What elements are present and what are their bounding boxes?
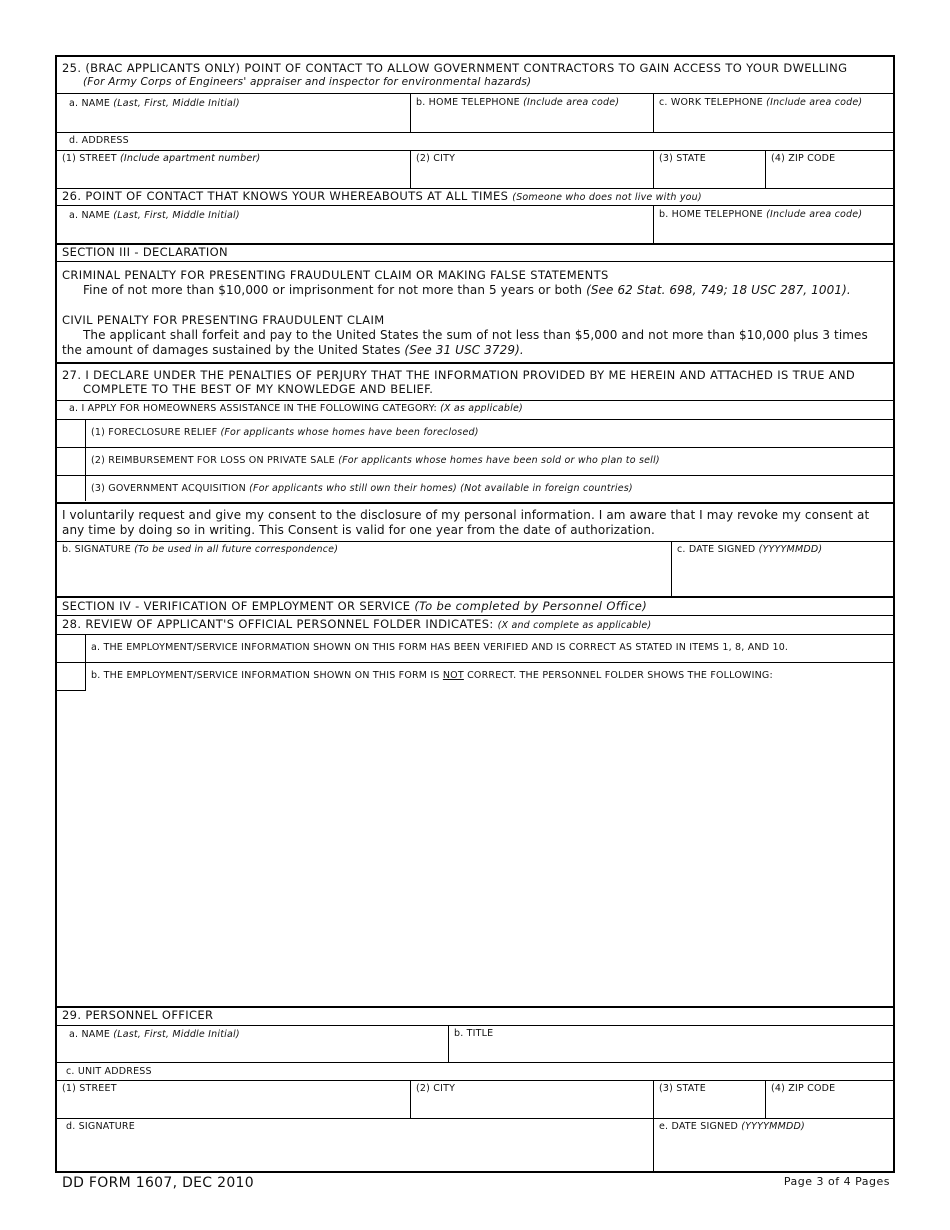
officer-title-field[interactable]	[449, 1041, 894, 1061]
item27-signature-label: b. SIGNATURE (To be used in all future correspondence)	[62, 544, 339, 555]
item25-name-field[interactable]	[57, 109, 409, 131]
section3-title: SECTION III - DECLARATION	[62, 245, 228, 259]
personnel-folder-notes-field[interactable]	[86, 687, 892, 1005]
criminal-penalty-heading: CRIMINAL PENALTY FOR PRESENTING FRAUDULENT CLAIM OR MAKING FALSE STATEMENTS	[62, 268, 609, 282]
officer-street-field[interactable]	[57, 1095, 409, 1117]
item26-home-tel-field[interactable]	[654, 222, 894, 242]
item27-declaration-line1: 27. I DECLARE UNDER THE PENALTIES OF PERJURY THAT THE INFORMATION PROVIDED BY ME HEREIN AND ATTACHED IS TRUE AND	[62, 368, 856, 382]
item25-zip-label: (4) ZIP CODE	[771, 153, 836, 164]
item25-home-tel-label: b. HOME TELEPHONE (Include area code)	[416, 97, 620, 108]
item29-state-label: (3) STATE	[659, 1083, 706, 1094]
consent-statement: I voluntarily request and give my consent to the disclosure of my personal information. I am aware that I may revoke my consent at any time by doing so in writing. This Consent is valid for one year from the date of authorization.	[62, 508, 870, 537]
foreclosure-relief-checkbox[interactable]	[57, 420, 84, 446]
not-correct-checkbox[interactable]	[57, 663, 84, 690]
item25-street-label: (1) STREET (Include apartment number)	[62, 153, 261, 164]
item29-zip-label: (4) ZIP CODE	[771, 1083, 836, 1094]
item28-label: 28. REVIEW OF APPLICANT'S OFFICIAL PERSONNEL FOLDER INDICATES: (X and complete as applicable)	[62, 617, 652, 631]
option-foreclosure-relief: (1) FORECLOSURE RELIEF (For applicants whose homes have been foreclosed)	[91, 427, 479, 438]
officer-state-field[interactable]	[654, 1095, 764, 1117]
item29-name-label: a. NAME (Last, First, Middle Initial)	[69, 1029, 240, 1040]
item29-street-label: (1) STREET	[62, 1083, 117, 1094]
form-page	[55, 55, 895, 1173]
item25-zip-field[interactable]	[766, 165, 894, 187]
item27-date-signed-label: c. DATE SIGNED (YYYYMMDD)	[677, 544, 823, 555]
officer-signature-field[interactable]	[57, 1133, 652, 1171]
reimbursement-checkbox[interactable]	[57, 448, 84, 474]
item25-name-label: a. NAME (Last, First, Middle Initial)	[69, 98, 240, 109]
applicant-date-signed-field[interactable]	[672, 557, 894, 595]
item29-unit-address-label: c. UNIT ADDRESS	[66, 1066, 152, 1077]
item25-address-label: d. ADDRESS	[69, 135, 129, 146]
officer-name-field[interactable]	[57, 1041, 446, 1061]
option-not-correct: b. THE EMPLOYMENT/SERVICE INFORMATION SHOWN ON THIS FORM IS NOT CORRECT. THE PERSONNEL FOLDER SHOWS THE FOLLOWING:	[91, 670, 773, 681]
item26-name-field[interactable]	[57, 222, 652, 242]
item25-street-field[interactable]	[57, 165, 409, 187]
option-reimbursement: (2) REIMBURSEMENT FOR LOSS ON PRIVATE SALE (For applicants whose homes have been sold or who plan to sell)	[91, 455, 660, 466]
item29-title: 29. PERSONNEL OFFICER	[62, 1008, 214, 1022]
applicant-signature-field[interactable]	[57, 557, 669, 595]
item26-home-tel-label: b. HOME TELEPHONE (Include area code)	[659, 209, 863, 220]
section4-title: SECTION IV - VERIFICATION OF EMPLOYMENT OR SERVICE (To be completed by Personnel Office)	[62, 599, 648, 613]
item29-date-signed-label: e. DATE SIGNED (YYYYMMDD)	[659, 1121, 805, 1132]
option-government-acquisition: (3) GOVERNMENT ACQUISITION (For applicants who still own their homes) (Not available in foreign countries)	[91, 483, 633, 494]
item25-city-field[interactable]	[411, 165, 652, 187]
item26-name-label: a. NAME (Last, First, Middle Initial)	[69, 210, 240, 221]
item27-declaration-line2: COMPLETE TO THE BEST OF MY KNOWLEDGE AND BELIEF.	[83, 382, 434, 396]
item25-city-label: (2) CITY	[416, 153, 456, 164]
officer-date-signed-field[interactable]	[654, 1133, 894, 1171]
item29-title-label: b. TITLE	[454, 1028, 494, 1039]
item25-state-label: (3) STATE	[659, 153, 706, 164]
government-acquisition-checkbox[interactable]	[57, 476, 84, 501]
item29-signature-label: d. SIGNATURE	[66, 1121, 135, 1132]
item25-state-field[interactable]	[654, 165, 764, 187]
criminal-penalty-text: Fine of not more than $10,000 or imprisonment for not more than 5 years or both (See 62 Stat. 698, 749; 18 USC 287, 1001).	[83, 283, 851, 297]
civil-penalty-heading: CIVIL PENALTY FOR PRESENTING FRAUDULENT CLAIM	[62, 313, 385, 327]
item25-work-tel-label: c. WORK TELEPHONE (Include area code)	[659, 97, 863, 108]
verified-correct-checkbox[interactable]	[57, 635, 84, 662]
item25-work-tel-field[interactable]	[654, 109, 894, 131]
officer-city-field[interactable]	[411, 1095, 652, 1117]
item26-title: 26. POINT OF CONTACT THAT KNOWS YOUR WHEREABOUTS AT ALL TIMES (Someone who does not live with you)	[62, 189, 702, 203]
officer-zip-field[interactable]	[766, 1095, 894, 1117]
form-identifier: DD FORM 1607, DEC 2010	[62, 1175, 254, 1191]
option-verified-correct: a. THE EMPLOYMENT/SERVICE INFORMATION SHOWN ON THIS FORM HAS BEEN VERIFIED AND IS CORRECT AS STATED IN ITEMS 1, 8, AND 10.	[91, 642, 789, 653]
civil-penalty-text: The applicant shall forfeit and pay to the United States the sum of not less than $5,000 and not more than $10,000 plus 3 times the amount of damages sustained by the United States (See 31 USC 3729).	[62, 328, 868, 357]
page-number: Page 3 of 4 Pages	[783, 1175, 890, 1188]
item29-city-label: (2) CITY	[416, 1083, 456, 1094]
item27-apply-label: a. I APPLY FOR HOMEOWNERS ASSISTANCE IN THE FOLLOWING CATEGORY: (X as applicable)	[69, 403, 523, 414]
item25-title: 25. (BRAC APPLICANTS ONLY) POINT OF CONTACT TO ALLOW GOVERNMENT CONTRACTORS TO GAIN ACCESS TO YOUR DWELLING	[62, 61, 848, 75]
item25-subtitle: (For Army Corps of Engineers' appraiser and inspector for environmental hazards)	[83, 76, 532, 88]
item25-home-tel-field[interactable]	[411, 109, 652, 131]
